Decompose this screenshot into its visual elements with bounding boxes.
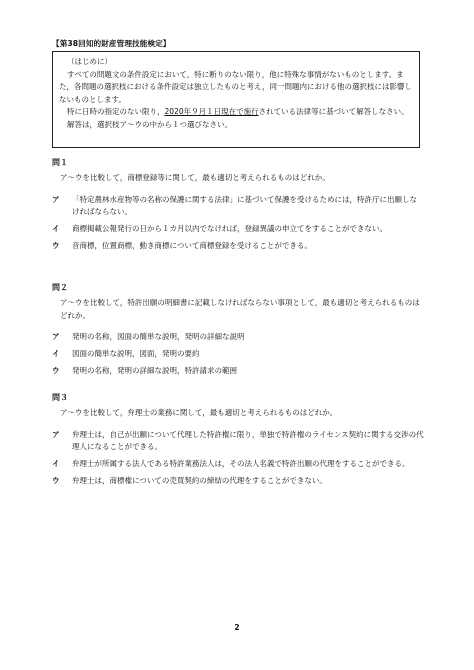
option-text: 図面の簡単な説明，図面，発明の要約 xyxy=(72,349,200,359)
instructions-paragraph-1: すべての問題文の条件設定において，特に断りのない限り，他に特殊な事情がないものとします。また，各問題の選択枝における条件設定は独立したものと考え，同一問題内における他の選択枝には影響しないものとします。 xyxy=(59,69,412,104)
date-tail-text: されている法律等に基づいて解答しなさい。 xyxy=(258,107,409,117)
date-lead-text: 特に日時の指定のない限り， xyxy=(67,107,165,117)
option-label: ウ xyxy=(52,475,60,485)
option-list xyxy=(52,331,424,377)
option-text: 弁理士は，自己が出願について代理した特許権に限り，単独で特許権のライセンス契約に関する交渉の代理人になることができる。 xyxy=(72,429,424,452)
option-label: ア xyxy=(52,332,60,342)
option-i xyxy=(52,458,424,471)
question-title: 問２ xyxy=(52,283,68,292)
option-u xyxy=(52,475,424,488)
option-u xyxy=(52,240,424,253)
option-text: 音商標，位置商標，動き商標について商標登録を受けることができる。 xyxy=(72,240,312,250)
question-1 xyxy=(52,157,424,257)
option-i xyxy=(52,223,424,236)
option-label: ウ xyxy=(52,365,60,375)
option-label: ウ xyxy=(52,240,60,250)
option-text: 「特定農林水産物等の名称の保護に関する法律」に基づいて保護を受けるためには，特許庁に出願しなければならない。 xyxy=(72,194,417,217)
question-2 xyxy=(52,282,424,382)
instructions-paragraph-2 xyxy=(59,106,413,119)
instructions-paragraph-3: 解答は，選択枝ア～ウの中から１つ選びなさい。 xyxy=(67,119,232,129)
question-3 xyxy=(52,392,424,492)
effective-date-underlined: 2020年９月１日現在で施行 xyxy=(164,107,259,117)
option-text: 発明の名称，発明の詳細な説明，特許請求の範囲 xyxy=(72,365,237,375)
option-u xyxy=(52,365,424,378)
option-a xyxy=(52,429,424,455)
question-title: 問１ xyxy=(52,158,68,167)
question-stem: ア～ウを比較して，特許出願の明細書に記載しなければならない事項として，最も適切と考えられるものはどれか。 xyxy=(60,297,420,320)
option-text: 弁理士が所属する法人である特許業務法人は，その法人名義で特許出願の代理をすることができる。 xyxy=(72,459,410,469)
option-list xyxy=(52,194,424,253)
exam-header: 【第38回知的財産管理技能検定】 xyxy=(52,39,171,48)
option-a xyxy=(52,194,424,220)
option-text: 商標掲載公報発行の日から１カ月以内でなければ，登録異議の申立てをすることができない。 xyxy=(72,224,387,234)
instructions-box xyxy=(52,51,420,148)
question-stem: ア～ウを比較して，商標登録等に関して，最も適切と考えられるものはどれか。 xyxy=(60,172,330,182)
question-stem: ア～ウを比較して，弁理士の業務に関して，最も適切と考えられるものはどれか。 xyxy=(60,407,338,417)
page-number: 2 xyxy=(234,623,240,632)
option-label: イ xyxy=(52,459,60,469)
instructions-heading: （はじめに） xyxy=(67,57,112,66)
option-a xyxy=(52,331,424,344)
option-text: 弁理士は，商標権についての売買契約の締結の代理をすることができない。 xyxy=(72,475,327,485)
option-label: イ xyxy=(52,224,60,234)
option-label: ア xyxy=(52,194,60,204)
option-i xyxy=(52,348,424,361)
option-label: ア xyxy=(52,429,60,439)
option-label: イ xyxy=(52,349,60,359)
option-text: 発明の名称，図面の簡単な説明，発明の詳細な説明 xyxy=(72,332,245,342)
question-title: 問３ xyxy=(52,393,68,402)
option-list xyxy=(52,429,424,488)
